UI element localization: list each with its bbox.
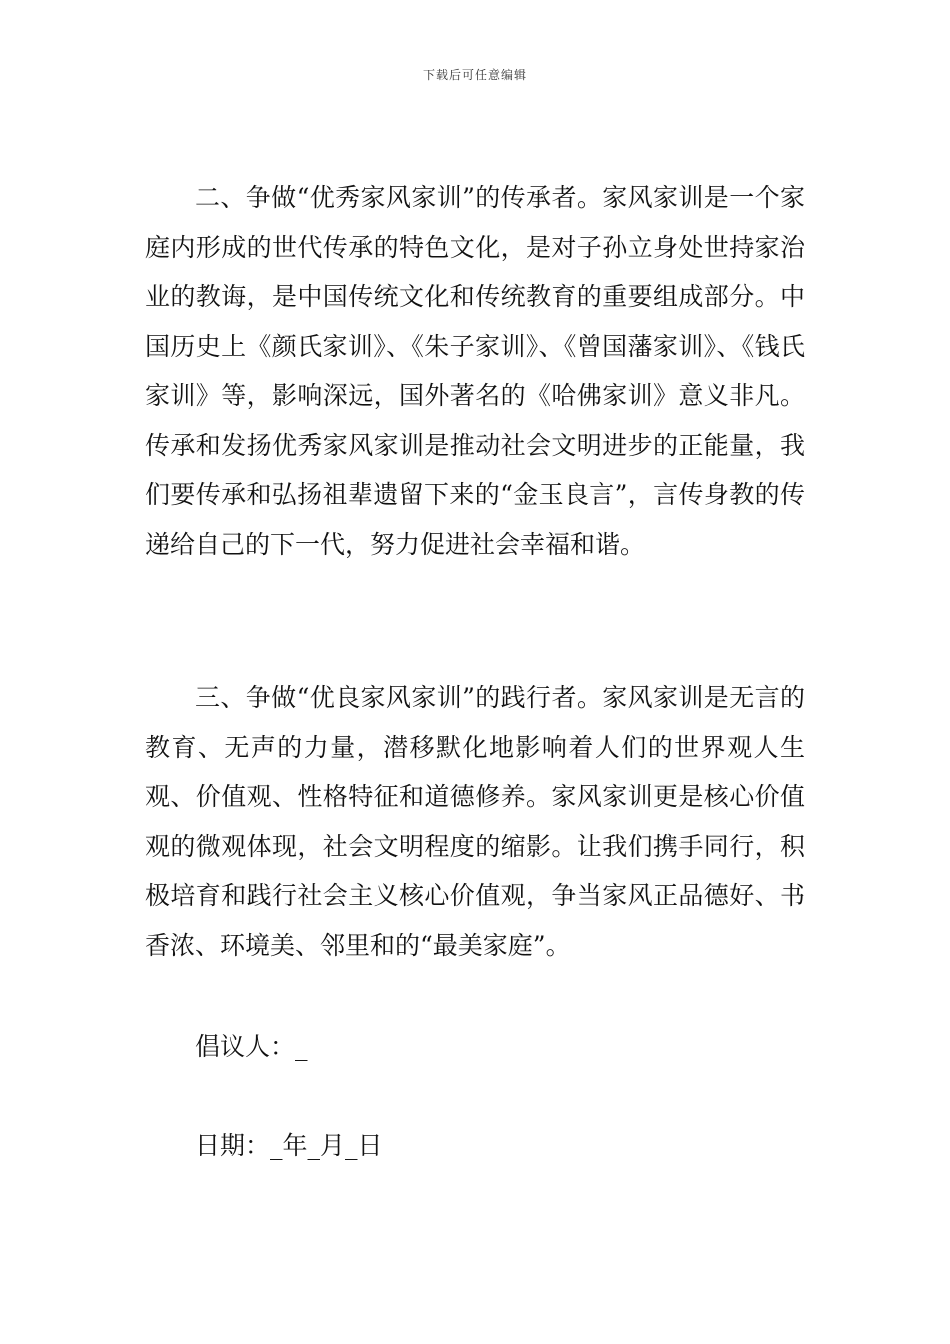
initiator-line: 倡议人：_ <box>195 1032 308 1061</box>
date-line: 日期：_年_月_日 <box>195 1131 383 1160</box>
page-header-note: 下载后可任意编辑 <box>422 68 527 82</box>
paragraph-inheritor: 二、争做“优秀家风家训”的传承者。家风家训是一个家庭内形成的世代传承的特色文化，是对子孙立身处世持家治业的教诲，是中国传统文化和传统教育的重要组成部分。中国历史上《颜氏家训》、《朱子家训》、《曾国藩家训》、《钱氏家训》等，影响深远，国外著名的《哈佛家训》意义非凡。传承和发扬优秀家风家训是推动社会文明进步的正能量，我们要传承和弘扬祖辈遗留下来的“金玉良言”，言传身教的传递给自己的下一代，努力促进社会幸福和谐。 <box>145 183 805 559</box>
paragraph-practitioner: 三、争做“优良家风家训”的践行者。家风家训是无言的教育、无声的力量，潜移默化地影响着人们的世界观人生观、价值观、性格特征和道德修养。家风家训更是核心价值观的微观体现，社会文明程度的缩影。让我们携手同行，积极培育和践行社会主义核心价值观，争当家风正品德好、书香浓、环境美、邻里和的“最美家庭”。 <box>145 683 805 960</box>
